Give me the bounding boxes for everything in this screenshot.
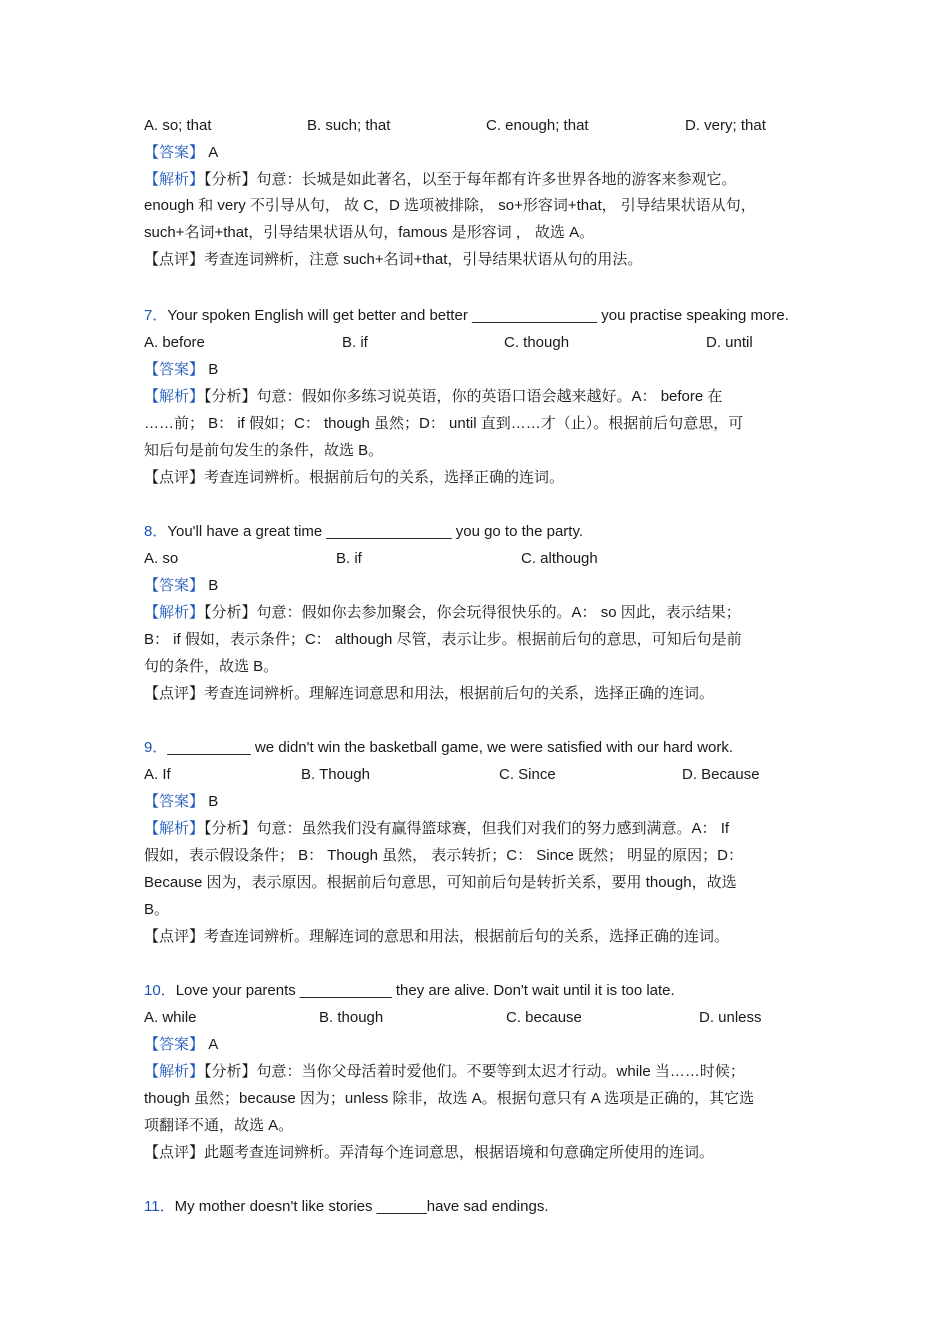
option-d: D. Because <box>682 766 760 783</box>
analysis-text: 句的条件，故选 B。 <box>144 658 279 675</box>
question-number: 9． <box>144 739 168 756</box>
option-a: A. so; that <box>144 117 212 134</box>
question-stem <box>144 306 789 326</box>
analysis-text: 知后句是前句发生的条件，故选 B。 <box>144 442 384 459</box>
analysis-line <box>144 819 729 839</box>
analysis-text: such+名词+that，引导结果状语从句，famous 是形容词 ， 故选 A。 <box>144 224 595 241</box>
analysis-text: 【分析】句意：假如你多练习说英语，你的英语口语会越来越好。A： before 在 <box>204 388 723 405</box>
question-number: 10． <box>144 982 176 999</box>
comment-line: 【点评】考查连词辨析。理解连词的意思和用法，根据前后句的关系，选择正确的连词。 <box>144 928 730 945</box>
answer-tag: 【答案】 <box>144 361 205 378</box>
answer-line <box>144 1035 218 1055</box>
comment-line: 【点评】考查连词辨析。根据前后句的关系，选择正确的连词。 <box>144 469 565 486</box>
analysis-text: ……前； B： if 假如；C： though 虽然；D： until 直到……才（止）。根据前后句意思，可 <box>144 415 744 432</box>
answer-line <box>144 143 218 163</box>
option-d: D. until <box>706 334 753 351</box>
question-text: My mother doesn't like stories ______have sad endings. <box>174 1198 549 1215</box>
option-c: C. though <box>504 334 570 351</box>
option-b: B. Though <box>301 766 370 783</box>
option-c: C. enough; that <box>486 117 589 134</box>
option-c: C. because <box>506 1009 582 1026</box>
answer-tag: 【答案】 <box>144 793 205 810</box>
question-text: Love your parents ___________ they are alive. Don't wait until it is too late. <box>175 982 675 999</box>
analysis-text: though 虽然；because 因为；unless 除非，故选 A。根据句意只有 A 选项是正确的，其它选 <box>144 1090 755 1107</box>
option-b: B. such; that <box>307 117 391 134</box>
analysis-text: 【分析】句意：虽然我们没有赢得篮球赛，但我们对我们的努力感到满意。A： If <box>204 820 730 837</box>
option-d: D. unless <box>699 1009 762 1026</box>
analysis-text: Because 因为，表示原因。根据前后句意思，可知前后句是转折关系，要用 though，故选 <box>144 874 737 891</box>
analysis-tag: 【解析】 <box>144 388 205 405</box>
question-text: You'll have a great time _______________ you go to the party. <box>167 523 584 540</box>
analysis-text: 【分析】句意：长城是如此著名，以至于每年都有许多世界各地的游客来参观它。 <box>204 171 737 188</box>
answer-value: B <box>208 361 219 378</box>
question-stem <box>144 981 675 1001</box>
answer-tag: 【答案】 <box>144 1036 205 1053</box>
question-text: __________ we didn't win the basketball game, we were satisfied with our hard work. <box>167 739 734 756</box>
analysis-text: B。 <box>144 901 170 918</box>
analysis-tag: 【解析】 <box>144 820 205 837</box>
analysis-line <box>144 603 741 623</box>
option-d: D. very; that <box>685 117 766 134</box>
analysis-text: 【分析】句意：假如你去参加聚会，你会玩得很快乐的。A： so 因此，表示结果； <box>204 604 741 621</box>
analysis-text: 项翻译不通，故选 A。 <box>144 1117 294 1134</box>
option-b: B. though <box>319 1009 384 1026</box>
answer-tag: 【答案】 <box>144 577 205 594</box>
analysis-text: enough 和 very 不引导从句， 故 C，D 选项被排除， so+形容词+that， 引导结果状语从句， <box>144 197 756 214</box>
answer-line <box>144 792 218 812</box>
answer-value: B <box>208 577 219 594</box>
option-c: C. although <box>521 550 598 567</box>
answer-value: A <box>208 1036 219 1053</box>
answer-tag: 【答案】 <box>144 144 205 161</box>
question-number: 8． <box>144 523 168 540</box>
answer-value: A <box>208 144 219 161</box>
analysis-line <box>144 1062 745 1082</box>
question-stem <box>144 1197 549 1217</box>
analysis-tag: 【解析】 <box>144 171 205 188</box>
answer-value: B <box>208 793 219 810</box>
comment-line: 【点评】考查连词辨析。理解连词意思和用法，根据前后句的关系，选择正确的连词。 <box>144 685 715 702</box>
question-stem <box>144 738 733 758</box>
analysis-text: 【分析】句意：当你父母活着时爱他们。不要等到太迟才行动。while 当……时候； <box>204 1063 745 1080</box>
analysis-text: B： if 假如，表示条件；C： although 尽管，表示让步。根据前后句的意思，可知后句是前 <box>144 631 742 648</box>
answer-line <box>144 360 218 380</box>
comment-line: 【点评】此题考查连词辨析。弄清每个连词意思，根据语境和句意确定所使用的连词。 <box>144 1144 715 1161</box>
option-a: A. so <box>144 550 179 567</box>
option-a: A. while <box>144 1009 197 1026</box>
analysis-text: 假如，表示假设条件； B： Though 虽然， 表示转折；C： Since 既然； 明显的原因；D： <box>144 847 743 864</box>
question-stem <box>144 522 583 542</box>
analysis-line <box>144 387 722 407</box>
option-a: A. before <box>144 334 205 351</box>
question-number: 7． <box>144 307 168 324</box>
option-b: B. if <box>342 334 368 351</box>
analysis-line <box>144 170 737 190</box>
analysis-tag: 【解析】 <box>144 604 205 621</box>
option-c: C. Since <box>499 766 556 783</box>
option-a: A. If <box>144 766 171 783</box>
comment-line: 【点评】考查连词辨析，注意 such+名词+that，引导结果状语从句的用法。 <box>144 251 643 268</box>
analysis-tag: 【解析】 <box>144 1063 205 1080</box>
question-text: Your spoken English will get better and better _______________ you practise speaking more. <box>167 307 789 324</box>
answer-line <box>144 576 218 596</box>
option-b: B. if <box>336 550 362 567</box>
question-number: 11． <box>144 1198 175 1215</box>
